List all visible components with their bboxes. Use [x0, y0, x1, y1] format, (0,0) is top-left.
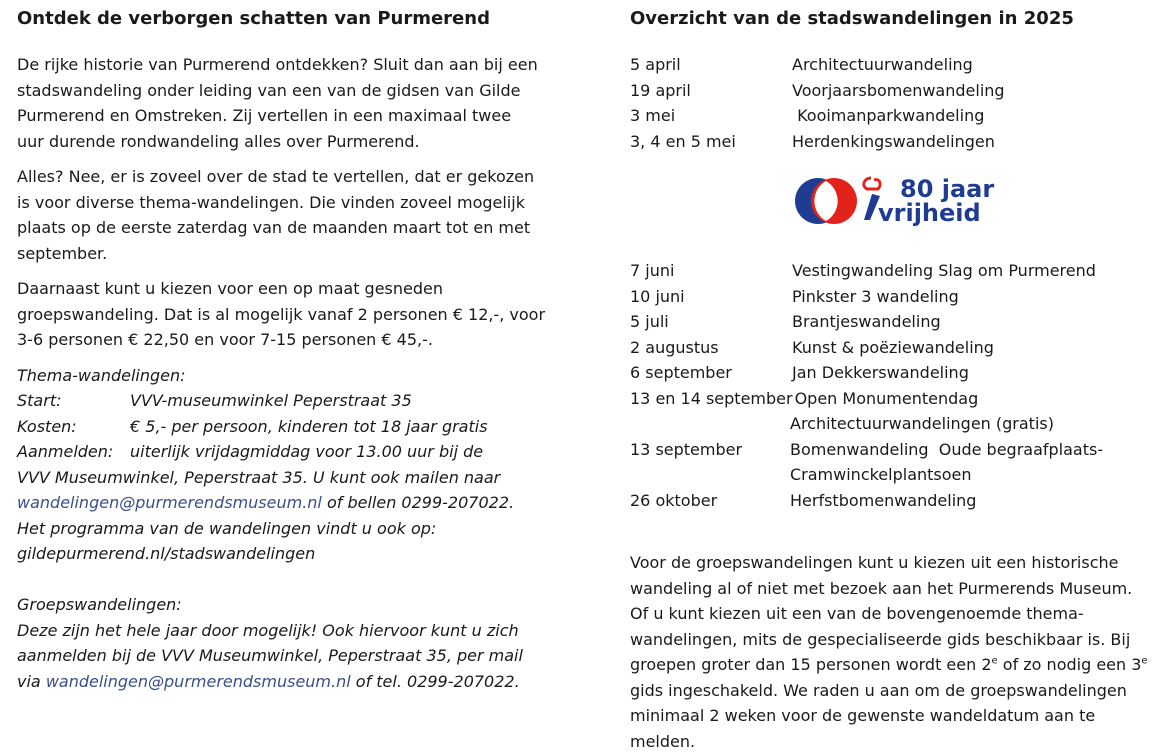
schedule-row: 3, 4 en 5 mei Herdenkingswandelingen	[630, 131, 995, 151]
thema-heading: Thema-wandelingen:	[17, 365, 186, 385]
thema-start: Start: VVV-museumwinkel Peperstraat 35	[17, 391, 412, 410]
left-column	[17, 8, 557, 694]
thema-aanmelden: Aanmelden: uiterlijk vrijdagmiddag voor 13.00 uur bij de	[17, 442, 484, 461]
right-column	[630, 8, 1150, 754]
schedule-row: 26 oktober Herfstbomenwandeling	[630, 490, 977, 510]
schedule-row: 19 april Voorjaarsbomenwandeling	[630, 80, 1005, 100]
group-info-paragraph: Voor de groepswandelingen kunt u kiezen uit een historische wandeling al of niet met bezoek aan het Purmerends Museum. Of u kunt kiezen uit een van de bovengenoemde thema- wandelingen, mits de gespecialiseerde gids beschikbaar is. Bij groepen groter dan 15 personen wordt een 2e of zo nodig een 3e gids ingeschakeld. We raden u aan om de groepswandelingen minimaal 2 weken voor de gewenste wandeldatum aan te melden.	[630, 553, 1148, 751]
email-link[interactable]: wandelingen@purmerendsmuseum.nl	[17, 493, 322, 512]
email-link-2[interactable]: wandelingen@purmerendsmuseum.nl	[45, 671, 351, 691]
svg-text:vrijheid: vrijheid	[878, 199, 981, 227]
schedule-row: Architectuurwandelingen (gratis)	[790, 414, 1054, 433]
thema-section: Thema-wandelingen: Start: VVV-museumwinkel Peperstraat 35 Kosten: € 5,- per persoon, kinderen tot 18 jaar gratis Aanmelden: uiterlijk vrijdagmiddag voor 13.00 uur bij de VVV Museumwinkel, Peperstraat 35. U kunt ook mailen naar wandelingen@purmerendsmuseum.nl of bellen 0299-207022. Het programma van de wandelingen vindt u ook op: gildepurmerend.nl/stadswandelingen Groepswandelingen: Deze zijn het hele jaar door mogelijk! Ook hiervoor kunt u zich aanmelden bij de VVV Museumwinkel, Peperstraat 35, per mail via wandelingen@purmerendsmuseum.nl of tel. 0299-207022.	[17, 363, 557, 695]
schedule-row: 6 september Jan Dekkerswandeling	[630, 363, 969, 382]
schedule-row: 7 juni Vestingwandeling Slag om Purmerend	[630, 261, 1096, 280]
website-text: gildepurmerend.nl/stadswandelingen	[17, 544, 316, 563]
schedule-bottom	[630, 258, 1150, 513]
svg-text:80 jaar: 80 jaar	[900, 175, 995, 203]
schedule-row: 5 april Architectuurwandeling	[630, 55, 973, 74]
themes-paragraph: Alles? Nee, er is zoveel over de stad te vertellen, dat er gekozen is voor diverse thema-wandelingen. Die vinden zoveel mogelijk plaats op de eerste zaterdag van de maanden maart tot en met september.	[17, 167, 535, 263]
schedule-row: 13 en 14 september Open Monumentendag	[630, 388, 979, 408]
80-jaar-vrijheid-logo	[794, 174, 1019, 228]
intro-paragraph: De rijke historie van Purmerend ontdekken? Sluit dan aan bij een stadswandeling onder leiding van een van de gidsen van Gilde Purmerend en Omstreken. Zij vertellen in een maximaal twee uur durende rondwandeling alles over Purmerend.	[17, 55, 538, 151]
schedule-row: 13 september Bomenwandeling Oude begraafplaats-	[630, 439, 1104, 459]
groep-heading: Groepswandelingen:	[17, 595, 182, 614]
schedule-top	[630, 52, 1150, 154]
schedule-row: 2 augustus Kunst & poëziewandeling	[630, 337, 994, 357]
schedule-row: 3 mei Kooimanparkwandeling	[630, 106, 985, 125]
logo-area	[630, 154, 1150, 258]
schedule-row: 5 juli Brantjeswandeling	[630, 312, 941, 331]
left-title: Ontdek de verborgen schatten van Purmerend	[17, 8, 490, 29]
group-paragraph: Daarnaast kunt u kiezen voor een op maat gesneden groepswandeling. Dat is al mogelijk vanaf 2 personen € 12,-, voor 3-6 personen € 22,50 en voor 7-15 personen € 45,-.	[17, 279, 546, 349]
thema-kosten: Kosten: € 5,- per persoon, kinderen tot 18 jaar gratis	[17, 416, 488, 436]
right-title: Overzicht van de stadswandelingen in 2025	[630, 8, 1074, 29]
schedule-row: 10 juni Pinkster 3 wandeling	[630, 286, 959, 306]
schedule-row: Cramwinckelplantsoen	[790, 465, 972, 484]
